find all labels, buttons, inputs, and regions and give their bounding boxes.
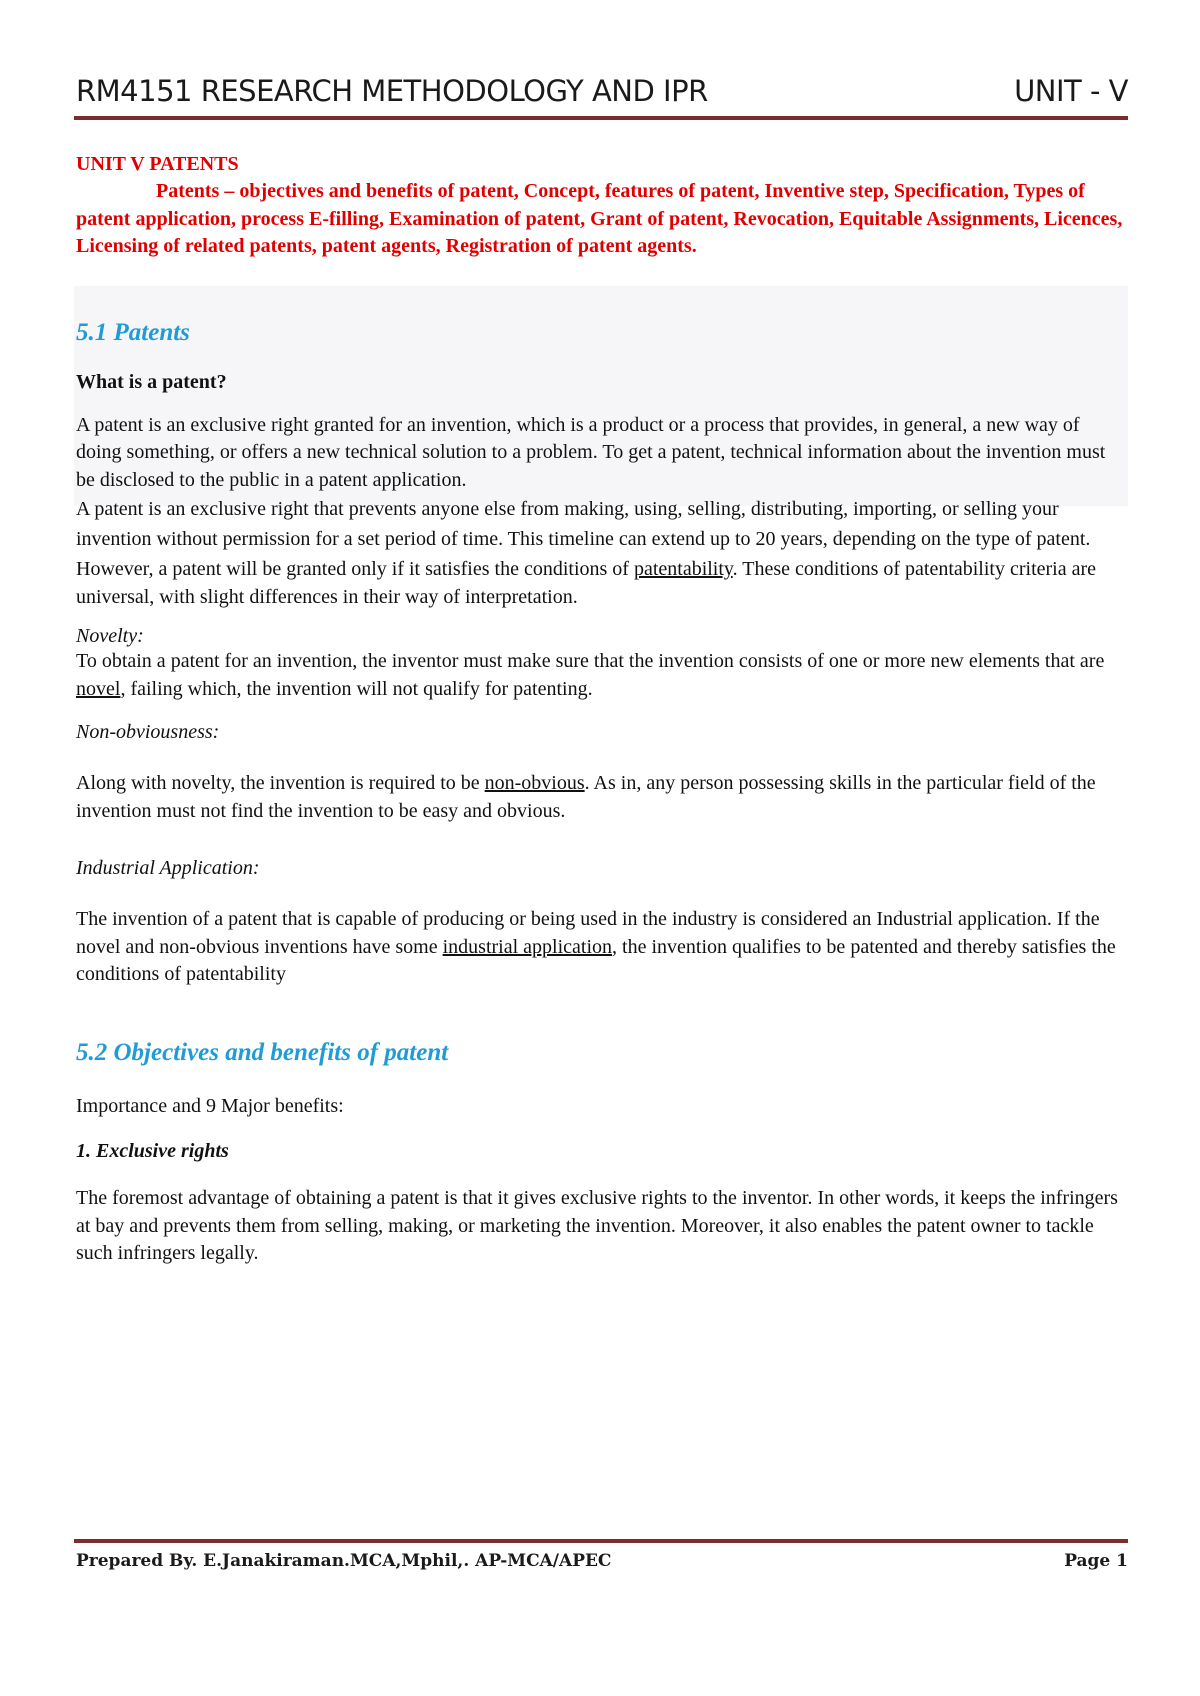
- industrial-text-end: , the invention qualifies to be patented and thereby satisfies the conditions of patentability: [76, 935, 1116, 985]
- exclusive-right-paragraph: A patent is an exclusive right that prevents anyone else from making, using, selling, distributing, importing, or selling your invention without permission for a set period of time. This timeline can extend up to 20 years, depending on the type of patent.: [76, 498, 1091, 550]
- benefit-1-title: 1. Exclusive rights: [76, 1140, 229, 1162]
- non-obvious-link[interactable]: non-obvious: [484, 772, 585, 794]
- question-what-is-patent: What is a patent?: [76, 370, 227, 393]
- non-obviousness-paragraph: [76, 770, 1126, 825]
- benefits-intro: Importance and 9 Major benefits:: [76, 1094, 344, 1117]
- novelty-paragraph: [76, 648, 1126, 703]
- patentability-paragraph: [76, 556, 1126, 611]
- patentability-link[interactable]: patentability: [633, 558, 733, 580]
- syllabus-topics: Patents – objectives and benefits of patent, Concept, features of patent, Inventive step, Specification, Types of patent application, process E-filling, Examination of patent, Grant of patent, Revocation, Equitable Assignments, Licences, Licensing of related patents, patent agents, Registration of patent agents.: [76, 180, 1123, 257]
- novelty-text-start: To obtain a patent for an invention, the inventor must make sure that the invention consists of one or more new elements that are: [76, 650, 1105, 672]
- header-unit: UNIT - V: [1014, 74, 1128, 108]
- section-heading-objectives: 5.2 Objectives and benefits of patent: [76, 1038, 449, 1066]
- novelty-label: Novelty:: [76, 625, 144, 647]
- industrial-application-paragraph: [76, 906, 1126, 989]
- industrial-application-link[interactable]: industrial application: [442, 935, 613, 958]
- industrial-text-start: The invention of a patent that is capable of producing or being used in the industry is considered an Industrial application. If the novel and non-obvious inventions have some: [76, 908, 1100, 958]
- page-content: [76, 150, 1126, 1268]
- footer-page-number: Page 1: [1064, 1551, 1128, 1571]
- syllabus-title: UNIT V PATENTS: [76, 153, 239, 175]
- nonobv-text-end: . As in, any person possessing skills in the particular field of the invention must not find the invention to be easy and obvious.: [76, 772, 1096, 822]
- patentability-text-start: However, a patent will be granted only if it satisfies the conditions of: [76, 558, 634, 580]
- nonobv-text-start: Along with novelty, the invention is required to be: [76, 772, 485, 794]
- section-heading-patents: 5.1 Patents: [76, 318, 190, 346]
- patent-definition-paragraph: A patent is an exclusive right granted for an invention, which is a product or a process that provides, in general, a new way of doing something, or offers a new technical solution to a problem. To get a patent, technical information about the invention must be disclosed to the public in a patent application.: [76, 413, 1106, 491]
- industrial-application-label: Industrial Application:: [76, 857, 260, 879]
- patentability-text-end: . These conditions of patentability criteria are universal, with slight differences in their way of interpretation.: [76, 558, 1097, 608]
- novel-link[interactable]: novel: [76, 677, 121, 700]
- footer-rule: [74, 1539, 1128, 1543]
- novelty-text-end: , failing which, the invention will not qualify for patenting.: [120, 677, 593, 700]
- non-obviousness-label: Non-obviousness:: [76, 721, 220, 743]
- footer-prepared-by: Prepared By. E.Janakiraman.MCA,Mphil,. AP-MCA/APEC: [76, 1551, 612, 1571]
- header-title: RM4151 RESEARCH METHODOLOGY AND IPR: [76, 74, 708, 108]
- benefit-1-paragraph: The foremost advantage of obtaining a patent is that it gives exclusive rights to the inventor. In other words, it keeps the infringers at bay and prevents them from selling, making, or marketing the invention. Moreover, it also enables the patent owner to tackle such infringers legally.: [76, 1187, 1118, 1264]
- page-header: [76, 74, 1128, 114]
- header-rule: [74, 116, 1128, 120]
